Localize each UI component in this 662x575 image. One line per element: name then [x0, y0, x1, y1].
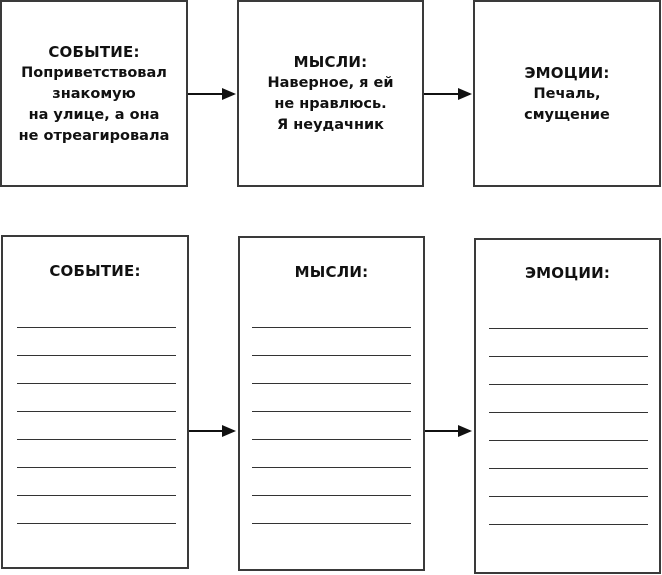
worksheet-emotions-title: ЭМОЦИИ:	[524, 264, 611, 282]
example-event-box	[0, 0, 188, 187]
emotions-title: ЭМОЦИИ:	[524, 63, 610, 82]
blank-line[interactable]	[489, 328, 648, 329]
blank-line[interactable]	[17, 327, 176, 328]
blank-line[interactable]	[252, 439, 411, 440]
blank-line[interactable]	[252, 467, 411, 468]
thoughts-text-line: Наверное, я ей	[267, 75, 394, 91]
blank-line[interactable]	[489, 496, 648, 497]
thoughts-text-line: Я неудачник	[277, 117, 384, 133]
blank-line[interactable]	[489, 356, 648, 357]
blank-line[interactable]	[17, 355, 176, 356]
example-thoughts-box	[237, 0, 424, 187]
event-text-line: знакомую	[52, 85, 136, 102]
example-emotions-box	[473, 0, 661, 187]
event-text-line: на улице, а она	[28, 106, 160, 123]
blank-line[interactable]	[17, 495, 176, 496]
thoughts-text-line: не нравлюсь.	[274, 96, 387, 112]
emotions-text-line: Печаль,	[533, 85, 601, 102]
blank-line[interactable]	[489, 384, 648, 385]
arrow-right-icon	[189, 430, 234, 432]
blank-line[interactable]	[17, 411, 176, 412]
blank-line[interactable]	[252, 411, 411, 412]
event-text-line: Поприветствовал	[21, 64, 167, 81]
blank-line[interactable]	[489, 440, 648, 441]
worksheet-thoughts-box	[238, 236, 425, 571]
arrow-right-icon	[425, 430, 470, 432]
blank-line[interactable]	[489, 412, 648, 413]
blank-line[interactable]	[17, 467, 176, 468]
blank-line[interactable]	[17, 439, 176, 440]
blank-line[interactable]	[252, 355, 411, 356]
blank-line[interactable]	[489, 468, 648, 469]
worksheet-event-title: СОБЫТИЕ:	[49, 262, 141, 280]
event-title: СОБЫТИЕ:	[48, 42, 140, 61]
blank-line[interactable]	[252, 523, 411, 524]
blank-line[interactable]	[489, 524, 648, 525]
worksheet-emotions-box	[474, 238, 661, 574]
arrow-right-icon	[424, 93, 470, 95]
blank-line[interactable]	[17, 383, 176, 384]
blank-line[interactable]	[252, 495, 411, 496]
blank-line[interactable]	[17, 523, 176, 524]
blank-line[interactable]	[252, 327, 411, 328]
event-text-line: не отреагировала	[18, 127, 170, 144]
blank-line[interactable]	[252, 383, 411, 384]
worksheet-thoughts-title: МЫСЛИ:	[294, 263, 369, 281]
arrow-right-icon	[188, 93, 234, 95]
emotions-text-line: смущение	[524, 106, 610, 123]
worksheet-event-box	[1, 235, 189, 569]
thoughts-title: МЫСЛИ:	[293, 53, 368, 71]
